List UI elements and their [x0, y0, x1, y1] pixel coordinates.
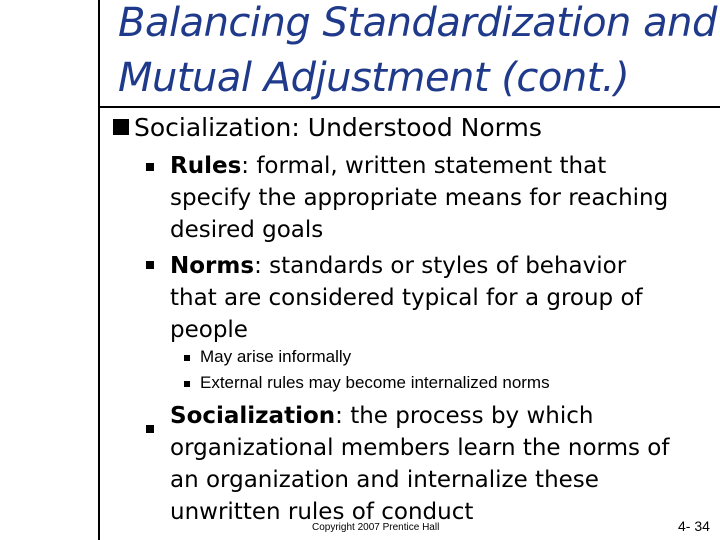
- title-line-1: Balancing Standardization and: [118, 0, 717, 46]
- sub-item-1: May arise informally: [200, 347, 352, 366]
- copyright-footer: Copyright 2007 Prentice Hall: [312, 522, 440, 533]
- socialization-line-4: unwritten rules of conduct: [170, 499, 474, 525]
- left-vertical-rule: [98, 0, 100, 540]
- socialization-item: [170, 400, 715, 528]
- socialization-term: Socialization: [170, 403, 336, 429]
- slide-title: [118, 0, 718, 106]
- rules-line-3: desired goals: [170, 217, 324, 243]
- socialization-line-1: : the process by which: [335, 403, 594, 429]
- socialization-line-2: organizational members learn the norms of: [170, 435, 670, 461]
- square-bullet-icon: [113, 119, 129, 135]
- rules-line-2: specify the appropriate means for reaching: [170, 185, 669, 211]
- norms-item: [170, 250, 715, 346]
- square-bullet-icon: [184, 355, 190, 361]
- norms-line-3: people: [170, 317, 248, 343]
- rules-line-1: : formal, written statement that: [241, 153, 607, 179]
- norms-line-2: that are considered typical for a group of: [170, 285, 643, 311]
- section-heading: Socialization: Understood Norms: [134, 113, 542, 142]
- title-line-2: Mutual Adjustment (cont.): [118, 55, 630, 101]
- rules-item: [170, 150, 715, 246]
- norms-line-1: : standards or styles of behavior: [254, 253, 627, 279]
- page-number: 4- 34: [678, 518, 710, 534]
- square-bullet-icon: [146, 163, 154, 171]
- title-underline-rule: [98, 106, 720, 108]
- square-bullet-icon: [184, 381, 190, 387]
- square-bullet-icon: [146, 425, 154, 433]
- sub-item-2: External rules may become internalized norms: [200, 373, 550, 392]
- socialization-line-3: an organization and internalize these: [170, 467, 599, 493]
- square-bullet-icon: [146, 261, 154, 269]
- norms-term: Norms: [170, 253, 255, 279]
- rules-term: Rules: [170, 153, 242, 179]
